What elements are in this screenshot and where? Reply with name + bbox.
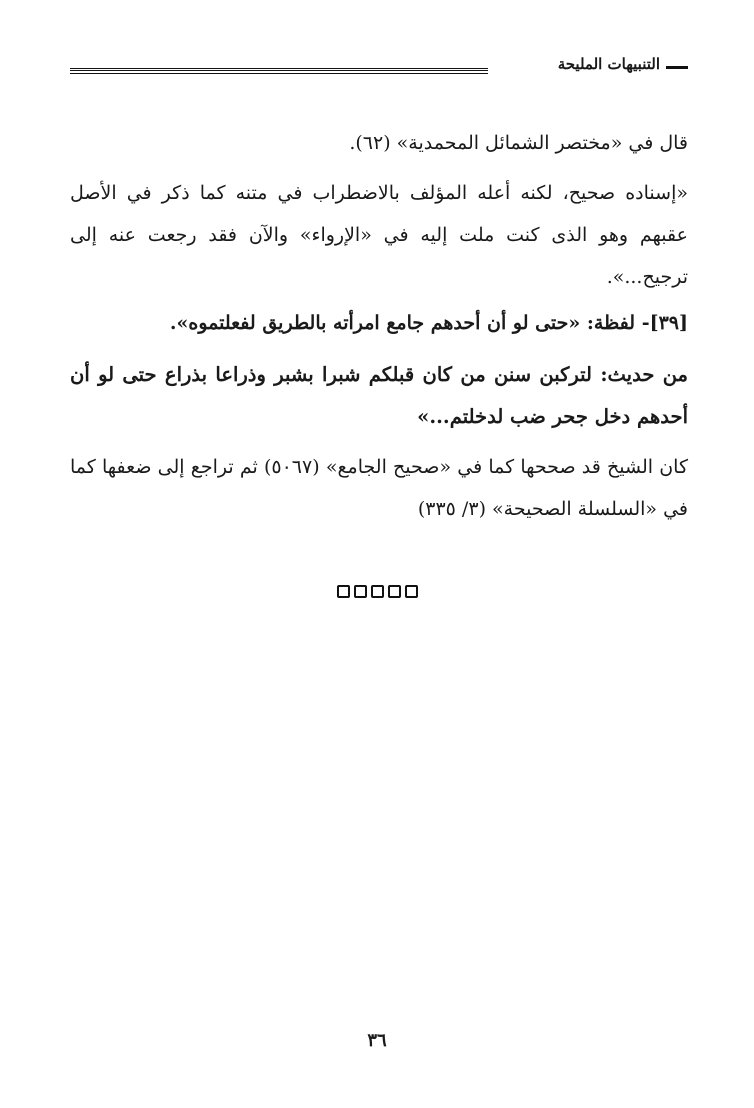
header-rule bbox=[70, 68, 488, 74]
page-body bbox=[70, 122, 688, 538]
header-title: التنبيهات المليحة bbox=[557, 55, 660, 73]
square-icon bbox=[371, 585, 384, 598]
section-end-marks bbox=[0, 583, 754, 602]
paragraph-quote: «إسناده صحيح، لكنه أعله المؤلف بالاضطراب في متنه كما ذكر في الأصل عقبهم وهو الذى كنت ملت إليه في «الإرواء» والآن فقد رجعت عنه إلى ترجيح...». bbox=[70, 182, 688, 288]
paragraph-entry-heading: [٣٩]- لفظة: «حتى لو أن أحدهم جامع امرأته بالطريق لفعلتموه». bbox=[169, 312, 688, 334]
paragraph-note: كان الشيخ قد صححها كما في «صحيح الجامع» (٥٠٦٧) ثم تراجع إلى ضعفها كما في «السلسلة الصحيحة» (٣/ ٣٣٥) bbox=[70, 456, 689, 520]
paragraph-hadith: من حديث: لتركبن سنن من كان قبلكم شبرا بشبر وذراعا بذراع حتى لو أن أحدهم دخل جحر ضب لدخلتم...» bbox=[70, 363, 688, 428]
header-dash bbox=[666, 66, 688, 69]
paragraph-citation: قال في «مختصر الشمائل المحمدية» (٦٢). bbox=[349, 132, 688, 154]
page-number: ٣٦ bbox=[367, 1030, 387, 1051]
square-icon bbox=[388, 585, 401, 598]
square-icon bbox=[405, 585, 418, 598]
running-header bbox=[70, 55, 688, 80]
square-icon bbox=[337, 585, 350, 598]
square-icon bbox=[354, 585, 367, 598]
